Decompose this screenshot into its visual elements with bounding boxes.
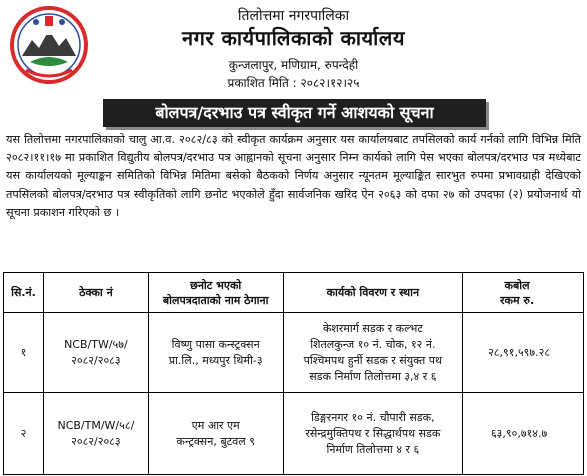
- bidder-name: एम आर एम: [191, 418, 240, 432]
- row-sn: २: [4, 393, 44, 475]
- header-amount: [463, 273, 584, 313]
- work-line: सडक निर्माण तिलोत्तमा ३,४ र ६: [309, 369, 437, 383]
- header-bidder-line1: छनोट भएको: [190, 278, 242, 292]
- notice-paragraph: यस तिलोत्तमा नगरपालिकाको चालु आ.व. २०८२/८३ को स्वीकृत कार्यक्रम अनुसार यस कार्यालयबाट तपसिलको कार्य गर्नको लागि विभिन्न मिति २०८२।११।१७ मा प्रकाशित विद्युतीय बोलपत्र/दरभाउ पत्र आह्वानको सूचना अनुसार निम्न कार्यको लागि पेस भएका बोलपत्र/दरभाउ पत्र मध्येबाट यस कार्यालयको मूल्याङ्कन समितिको विभिन्न मितिमा बसेको बैठकको निर्णय अनुसार न्यूनतम मूल्याङ्कित सारभुत रुपमा प्रभावग्राही देखिएको तपसिलको बोलपत्र/दरभाउ पत्र स्वीकृतिको लागि छनोट भएकोले हुँदा सार्वजनिक खरिद ऐन २०६३ को दफा २७ को उपदफा (२) प्रयोजनार्थ यो सूचना प्रकाशन गरिएको छ ।: [6, 133, 581, 219]
- row-bidder: [148, 393, 283, 475]
- header-amount-line2: रकम रु.: [500, 293, 535, 307]
- contract-no-line: NCB/TM/W/५८/: [57, 418, 135, 432]
- header-contract-no: ठेक्का नं: [43, 273, 148, 313]
- contract-no-year: २०८२/२०८३: [71, 434, 121, 448]
- bidder-name: विष्णु पासा कन्स्ट्रक्सन: [171, 337, 260, 351]
- row-sn: १: [4, 313, 44, 393]
- row-work: [283, 393, 463, 475]
- row-amount: ६३,९०,७१४.७: [463, 393, 584, 475]
- work-line: शितलकुन्ज १० नं. चोक, १२ नं.: [310, 337, 436, 351]
- row-amount: २८,९१,५९७.२८: [463, 313, 584, 393]
- header-bidder: [148, 273, 283, 313]
- contract-no-year: २०८२/२०८३: [71, 353, 121, 367]
- table-header-row: [4, 273, 584, 313]
- work-line: निर्माण तिलोत्तमा ४ र ६: [326, 442, 420, 456]
- contract-no-line: NCB/TW/५७/: [64, 337, 128, 351]
- header-bidder-line2: बोलपत्रदाताको नाम ठेगाना: [162, 293, 269, 307]
- municipality-name: तिलोत्तमा नगरपालिका: [237, 8, 350, 24]
- row-work: [283, 313, 463, 393]
- header-amount-line1: कबोल: [504, 278, 530, 292]
- bidder-address: कन्ट्रक्सन, बुटवल ९: [176, 434, 255, 448]
- work-line: केशरमार्ग सडक र कल्भट: [322, 321, 423, 335]
- work-line: डिङ्गरनगर १० नं. चौपारी सडक,: [311, 410, 435, 424]
- table-row: [4, 393, 584, 475]
- row-contract-no: [43, 313, 148, 393]
- letterhead: [0, 0, 587, 96]
- published-date: प्रकाशित मिति : २०८२।१२।२५: [227, 76, 360, 90]
- row-contract-no: [43, 393, 148, 475]
- contract-table: [3, 272, 584, 475]
- office-name: नगर कार्यपालिकाको कार्यालय: [182, 26, 405, 50]
- work-line: रसेन्द्रमुक्तिपथ र सिद्धार्थपथ सडक: [305, 426, 441, 440]
- work-line: पश्चिमपथ हुर्नी सडक र संयुक्त पथ: [303, 353, 443, 367]
- table-row: [4, 313, 584, 393]
- office-address: कुन्जलापुर, मणिग्राम, रुपन्देही: [228, 58, 359, 72]
- bidder-address: प्रा.लि., मध्यपुर थिमी-३: [168, 353, 263, 367]
- row-bidder: [148, 313, 283, 393]
- header-work: कार्यको विवरण र स्थान: [283, 273, 463, 313]
- header-sn: सि.नं.: [4, 273, 44, 313]
- notice-title-banner: बोलपत्र/दरभाउ पत्र स्वीकृत गर्ने आशयको सूचना: [103, 99, 486, 127]
